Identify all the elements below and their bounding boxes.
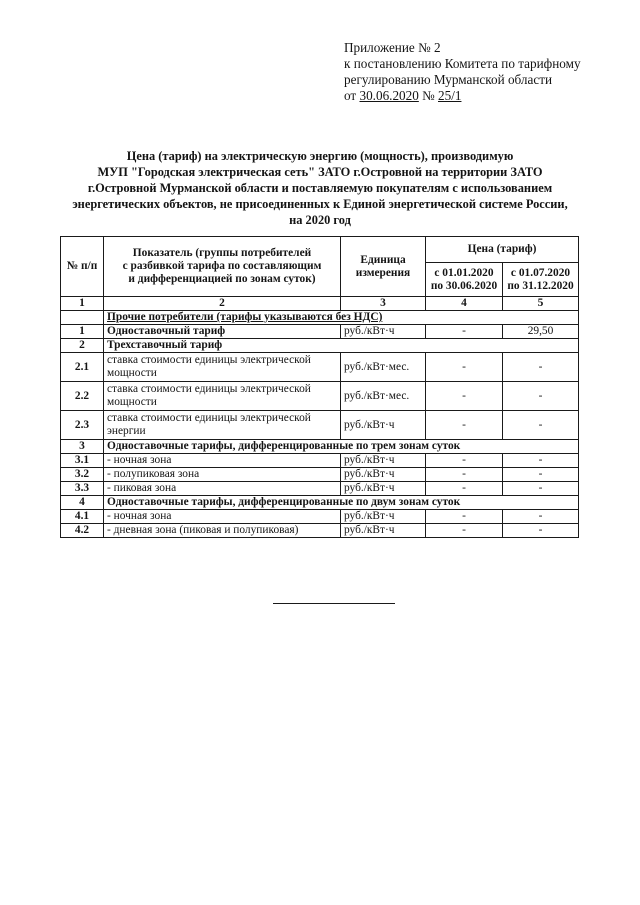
table-row xyxy=(61,482,579,496)
section-title: Прочие потребители (тарифы указываются без НДС) xyxy=(104,311,579,325)
annex-block xyxy=(344,40,581,104)
section-row xyxy=(61,311,579,325)
row-name: - полупиковая зона xyxy=(104,468,341,482)
annex-line: к постановлению Комитета по тарифному xyxy=(344,56,581,71)
column-numbers-row xyxy=(61,297,579,311)
annex-line: регулированию Мурманской области xyxy=(344,72,553,87)
annex-from: от xyxy=(344,88,357,103)
header-indicator-line: Показатель (группы потребителей xyxy=(132,247,312,259)
table-row xyxy=(61,353,579,382)
row-price-2: - xyxy=(503,454,579,468)
row-unit: руб./кВт·ч xyxy=(341,411,426,440)
row-price-1: - xyxy=(426,411,503,440)
header-period-1: с 01.01.2020 по 30.06.2020 xyxy=(426,263,503,297)
row-number: 4.2 xyxy=(61,524,104,538)
row-price-2: - xyxy=(503,468,579,482)
table-row xyxy=(61,382,579,411)
table-row xyxy=(61,510,579,524)
row-name: Трехставочный тариф xyxy=(104,339,579,353)
row-price-1: - xyxy=(426,524,503,538)
table-row xyxy=(61,524,579,538)
header-indicator-line: с разбивкой тарифа по составляющим xyxy=(122,260,322,272)
row-number: 2.2 xyxy=(61,382,104,411)
row-price-2: 29,50 xyxy=(503,325,579,339)
row-name: - пиковая зона xyxy=(104,482,341,496)
row-price-2: - xyxy=(503,510,579,524)
row-unit: руб./кВт·ч xyxy=(341,468,426,482)
header-number: № п/п xyxy=(61,237,104,297)
annex-number-sign: № xyxy=(422,88,435,103)
row-price-1: - xyxy=(426,468,503,482)
table-row xyxy=(61,339,579,353)
row-name: - ночная зона xyxy=(104,510,341,524)
row-price-2: - xyxy=(503,524,579,538)
row-price-1: - xyxy=(426,510,503,524)
column-number: 2 xyxy=(104,297,341,311)
title-line: Цена (тариф) на электрическую энергию (мощность), производимую xyxy=(126,149,514,163)
tariff-table xyxy=(60,236,579,538)
column-number: 5 xyxy=(503,297,579,311)
table-row xyxy=(61,468,579,482)
row-unit: руб./кВт·ч xyxy=(341,510,426,524)
row-unit: руб./кВт·ч xyxy=(341,454,426,468)
title-line: г.Островной Мурманской области и поставляемую покупателям с использованием xyxy=(87,181,553,195)
row-price-1: - xyxy=(426,353,503,382)
row-name: ставка стоимости единицы электрической энергии xyxy=(104,411,341,440)
table-row xyxy=(61,496,579,510)
row-name: - ночная зона xyxy=(104,454,341,468)
row-number: 3.1 xyxy=(61,454,104,468)
header-period-2: с 01.07.2020 по 31.12.2020 xyxy=(503,263,579,297)
annex-number: 25/1 xyxy=(438,88,462,103)
row-number: 2 xyxy=(61,339,104,353)
row-number: 4.1 xyxy=(61,510,104,524)
annex-date-line xyxy=(344,88,581,104)
annex-date: 30.06.2020 xyxy=(359,88,419,103)
title-line: на 2020 год xyxy=(289,213,351,227)
row-number: 3 xyxy=(61,440,104,454)
closing-separator-line xyxy=(273,603,395,604)
row-price-1: - xyxy=(426,482,503,496)
row-unit: руб./кВт·ч xyxy=(341,482,426,496)
row-price-2: - xyxy=(503,411,579,440)
column-number: 3 xyxy=(341,297,426,311)
row-unit: руб./кВт·ч xyxy=(341,524,426,538)
row-number: 2.3 xyxy=(61,411,104,440)
row-unit: руб./кВт·мес. xyxy=(341,353,426,382)
header-row xyxy=(61,237,579,263)
row-number: 2.1 xyxy=(61,353,104,382)
row-price-2: - xyxy=(503,382,579,411)
row-number: 1 xyxy=(61,325,104,339)
annex-line: Приложение № 2 xyxy=(344,40,441,55)
header-indicator-line: и дифференциацией по зонам суток) xyxy=(128,273,316,285)
row-name: Одноставочный тариф xyxy=(104,325,341,339)
row-price-2: - xyxy=(503,353,579,382)
column-number: 4 xyxy=(426,297,503,311)
row-price-1: - xyxy=(426,382,503,411)
title-line: МУП "Городская электрическая сеть" ЗАТО г.Островной на территории ЗАТО xyxy=(97,165,543,179)
row-name: ставка стоимости единицы электрической мощности xyxy=(104,382,341,411)
row-price-1: - xyxy=(426,454,503,468)
row-name: - дневная зона (пиковая и полупиковая) xyxy=(104,524,341,538)
table-row xyxy=(61,411,579,440)
table-row xyxy=(61,440,579,454)
title-line: энергетических объектов, не присоединенных к Единой энергетической системе России, xyxy=(72,197,568,211)
row-unit: руб./кВт·мес. xyxy=(341,382,426,411)
row-number: 4 xyxy=(61,496,104,510)
document-title xyxy=(40,148,600,228)
column-number: 1 xyxy=(61,297,104,311)
row-name: Одноставочные тарифы, дифференцированные по двум зонам суток xyxy=(104,496,579,510)
table-row xyxy=(61,454,579,468)
row-name: Одноставочные тарифы, дифференцированные по трем зонам суток xyxy=(104,440,579,454)
table-row xyxy=(61,325,579,339)
row-number: 3.2 xyxy=(61,468,104,482)
row-number: 3.3 xyxy=(61,482,104,496)
header-price: Цена (тариф) xyxy=(426,237,579,263)
row-unit: руб./кВт·ч xyxy=(341,325,426,339)
header-indicator xyxy=(104,237,341,297)
row-name: ставка стоимости единицы электрической мощности xyxy=(104,353,341,382)
header-unit: Единица измерения xyxy=(341,237,426,297)
row-price-2: - xyxy=(503,482,579,496)
section-empty-cell xyxy=(61,311,104,325)
row-price-1: - xyxy=(426,325,503,339)
